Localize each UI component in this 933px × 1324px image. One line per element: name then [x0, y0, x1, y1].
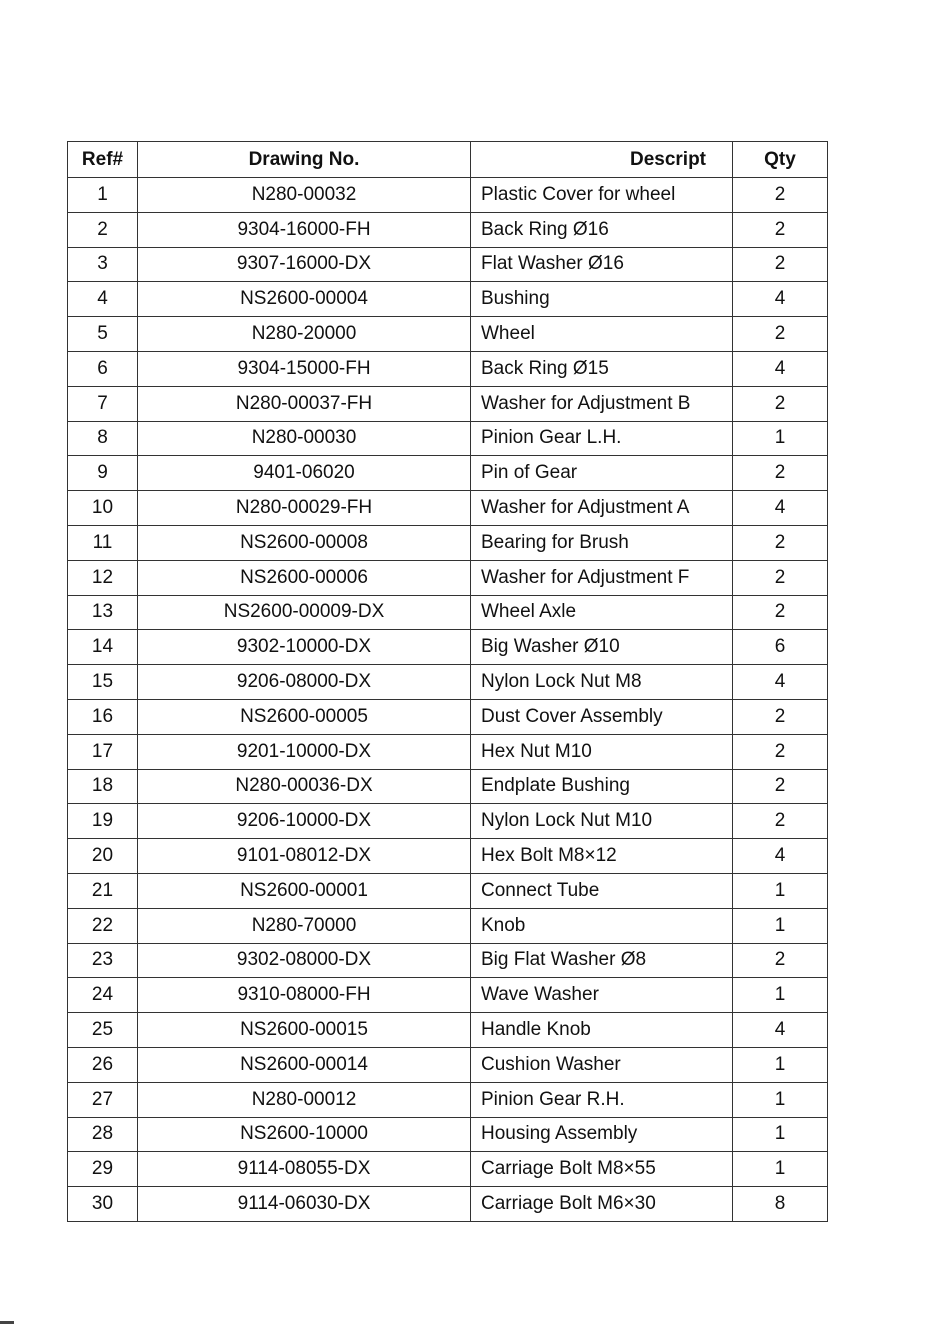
parts-table-body	[68, 178, 828, 1222]
cell-description: Endplate Bushing	[471, 769, 733, 804]
cell-ref: 12	[68, 560, 138, 595]
cell-qty: 2	[733, 560, 828, 595]
table-row	[68, 560, 828, 595]
table-row	[68, 1082, 828, 1117]
cell-qty: 2	[733, 804, 828, 839]
cell-ref: 11	[68, 525, 138, 560]
cell-drawing-no: NS2600-00005	[138, 699, 471, 734]
cell-ref: 3	[68, 247, 138, 282]
cell-qty: 1	[733, 1117, 828, 1152]
cell-qty: 6	[733, 630, 828, 665]
cell-description: Hex Nut M10	[471, 734, 733, 769]
table-row	[68, 1187, 828, 1222]
cell-qty: 2	[733, 943, 828, 978]
table-row	[68, 734, 828, 769]
table-row	[68, 212, 828, 247]
table-row	[68, 665, 828, 700]
cell-qty: 1	[733, 1152, 828, 1187]
table-row	[68, 595, 828, 630]
cell-qty: 2	[733, 595, 828, 630]
cell-drawing-no: 9302-08000-DX	[138, 943, 471, 978]
cell-qty: 1	[733, 908, 828, 943]
cell-qty: 1	[733, 1047, 828, 1082]
cell-drawing-no: 9101-08012-DX	[138, 839, 471, 874]
cell-qty: 2	[733, 456, 828, 491]
cell-ref: 8	[68, 421, 138, 456]
cell-ref: 24	[68, 978, 138, 1013]
table-row	[68, 282, 828, 317]
cell-ref: 15	[68, 665, 138, 700]
cell-description: Housing Assembly	[471, 1117, 733, 1152]
cell-description: Cushion Washer	[471, 1047, 733, 1082]
cell-ref: 14	[68, 630, 138, 665]
cell-qty: 1	[733, 1082, 828, 1117]
table-row	[68, 491, 828, 526]
cell-ref: 2	[68, 212, 138, 247]
cell-ref: 10	[68, 491, 138, 526]
cell-ref: 30	[68, 1187, 138, 1222]
cell-drawing-no: N280-00029-FH	[138, 491, 471, 526]
table-row	[68, 351, 828, 386]
cell-drawing-no: NS2600-00004	[138, 282, 471, 317]
cell-qty: 2	[733, 247, 828, 282]
cell-drawing-no: 9114-08055-DX	[138, 1152, 471, 1187]
header-ref: Ref#	[68, 142, 138, 178]
parts-table	[67, 141, 828, 1222]
cell-ref: 13	[68, 595, 138, 630]
cell-drawing-no: 9206-08000-DX	[138, 665, 471, 700]
cell-drawing-no: N280-00037-FH	[138, 386, 471, 421]
cell-qty: 4	[733, 491, 828, 526]
cell-description: Washer for Adjustment F	[471, 560, 733, 595]
cell-drawing-no: 9201-10000-DX	[138, 734, 471, 769]
cell-drawing-no: N280-00032	[138, 178, 471, 213]
cell-qty: 4	[733, 351, 828, 386]
cell-drawing-no: 9302-10000-DX	[138, 630, 471, 665]
cell-description: Pinion Gear R.H.	[471, 1082, 733, 1117]
cell-description: Back Ring Ø16	[471, 212, 733, 247]
table-row	[68, 943, 828, 978]
table-row	[68, 839, 828, 874]
cell-ref: 5	[68, 317, 138, 352]
cell-description: Big Flat Washer Ø8	[471, 943, 733, 978]
cell-description: Nylon Lock Nut M8	[471, 665, 733, 700]
cell-drawing-no: N280-70000	[138, 908, 471, 943]
cell-ref: 7	[68, 386, 138, 421]
cell-description: Nylon Lock Nut M10	[471, 804, 733, 839]
cell-drawing-no: N280-00012	[138, 1082, 471, 1117]
cell-description: Bearing for Brush	[471, 525, 733, 560]
cell-ref: 1	[68, 178, 138, 213]
cell-drawing-no: 9401-06020	[138, 456, 471, 491]
cell-description: Plastic Cover for wheel	[471, 178, 733, 213]
cell-ref: 27	[68, 1082, 138, 1117]
cell-ref: 9	[68, 456, 138, 491]
cell-drawing-no: NS2600-00001	[138, 873, 471, 908]
cell-description: Flat Washer Ø16	[471, 247, 733, 282]
cell-ref: 6	[68, 351, 138, 386]
cell-qty: 2	[733, 699, 828, 734]
cell-qty: 1	[733, 978, 828, 1013]
cell-ref: 16	[68, 699, 138, 734]
table-row	[68, 1117, 828, 1152]
table-row	[68, 769, 828, 804]
table-row	[68, 525, 828, 560]
header-description: Descript	[471, 142, 733, 178]
cell-description: Washer for Adjustment B	[471, 386, 733, 421]
cell-drawing-no: 9310-08000-FH	[138, 978, 471, 1013]
cell-ref: 22	[68, 908, 138, 943]
cell-ref: 20	[68, 839, 138, 874]
header-drawing-no: Drawing No.	[138, 142, 471, 178]
cell-qty: 2	[733, 386, 828, 421]
cell-ref: 29	[68, 1152, 138, 1187]
cell-drawing-no: N280-00030	[138, 421, 471, 456]
header-qty: Qty	[733, 142, 828, 178]
cell-qty: 2	[733, 734, 828, 769]
table-row	[68, 386, 828, 421]
table-row	[68, 1013, 828, 1048]
table-row	[68, 804, 828, 839]
cell-qty: 4	[733, 839, 828, 874]
cell-drawing-no: NS2600-00014	[138, 1047, 471, 1082]
cell-ref: 25	[68, 1013, 138, 1048]
cell-ref: 28	[68, 1117, 138, 1152]
cell-ref: 4	[68, 282, 138, 317]
cell-description: Bushing	[471, 282, 733, 317]
cell-ref: 18	[68, 769, 138, 804]
table-row	[68, 908, 828, 943]
cell-qty: 2	[733, 525, 828, 560]
parts-table-header	[68, 142, 828, 178]
table-row	[68, 1047, 828, 1082]
cell-drawing-no: NS2600-00008	[138, 525, 471, 560]
table-row	[68, 1152, 828, 1187]
table-row	[68, 630, 828, 665]
cell-ref: 26	[68, 1047, 138, 1082]
cell-description: Back Ring Ø15	[471, 351, 733, 386]
cell-description: Wave Washer	[471, 978, 733, 1013]
cell-drawing-no: N280-00036-DX	[138, 769, 471, 804]
cell-qty: 8	[733, 1187, 828, 1222]
cell-qty: 2	[733, 178, 828, 213]
table-row	[68, 456, 828, 491]
cell-qty: 2	[733, 212, 828, 247]
cell-description: Big Washer Ø10	[471, 630, 733, 665]
table-row	[68, 978, 828, 1013]
cell-drawing-no: N280-20000	[138, 317, 471, 352]
cell-qty: 2	[733, 317, 828, 352]
cell-drawing-no: 9304-16000-FH	[138, 212, 471, 247]
cell-description: Pinion Gear L.H.	[471, 421, 733, 456]
cell-drawing-no: NS2600-00015	[138, 1013, 471, 1048]
cell-description: Hex Bolt M8×12	[471, 839, 733, 874]
cell-description: Connect Tube	[471, 873, 733, 908]
cell-description: Knob	[471, 908, 733, 943]
cell-qty: 4	[733, 1013, 828, 1048]
cell-description: Carriage Bolt M8×55	[471, 1152, 733, 1187]
cell-description: Dust Cover Assembly	[471, 699, 733, 734]
table-row	[68, 873, 828, 908]
table-row	[68, 699, 828, 734]
table-row	[68, 247, 828, 282]
cell-drawing-no: NS2600-10000	[138, 1117, 471, 1152]
cell-description: Carriage Bolt M6×30	[471, 1187, 733, 1222]
cell-drawing-no: NS2600-00006	[138, 560, 471, 595]
table-row	[68, 317, 828, 352]
cell-description: Wheel Axle	[471, 595, 733, 630]
cell-qty: 2	[733, 769, 828, 804]
cell-description: Handle Knob	[471, 1013, 733, 1048]
cell-drawing-no: 9304-15000-FH	[138, 351, 471, 386]
cell-qty: 1	[733, 873, 828, 908]
cell-drawing-no: 9206-10000-DX	[138, 804, 471, 839]
table-row	[68, 178, 828, 213]
cell-drawing-no: 9307-16000-DX	[138, 247, 471, 282]
cell-qty: 1	[733, 421, 828, 456]
cell-drawing-no: NS2600-00009-DX	[138, 595, 471, 630]
cell-ref: 19	[68, 804, 138, 839]
table-row	[68, 421, 828, 456]
cell-qty: 4	[733, 282, 828, 317]
cell-description: Pin of Gear	[471, 456, 733, 491]
header-row	[68, 142, 828, 178]
cell-description: Washer for Adjustment A	[471, 491, 733, 526]
cell-description: Wheel	[471, 317, 733, 352]
cell-ref: 21	[68, 873, 138, 908]
cell-drawing-no: 9114-06030-DX	[138, 1187, 471, 1222]
cell-ref: 17	[68, 734, 138, 769]
cell-qty: 4	[733, 665, 828, 700]
cell-ref: 23	[68, 943, 138, 978]
